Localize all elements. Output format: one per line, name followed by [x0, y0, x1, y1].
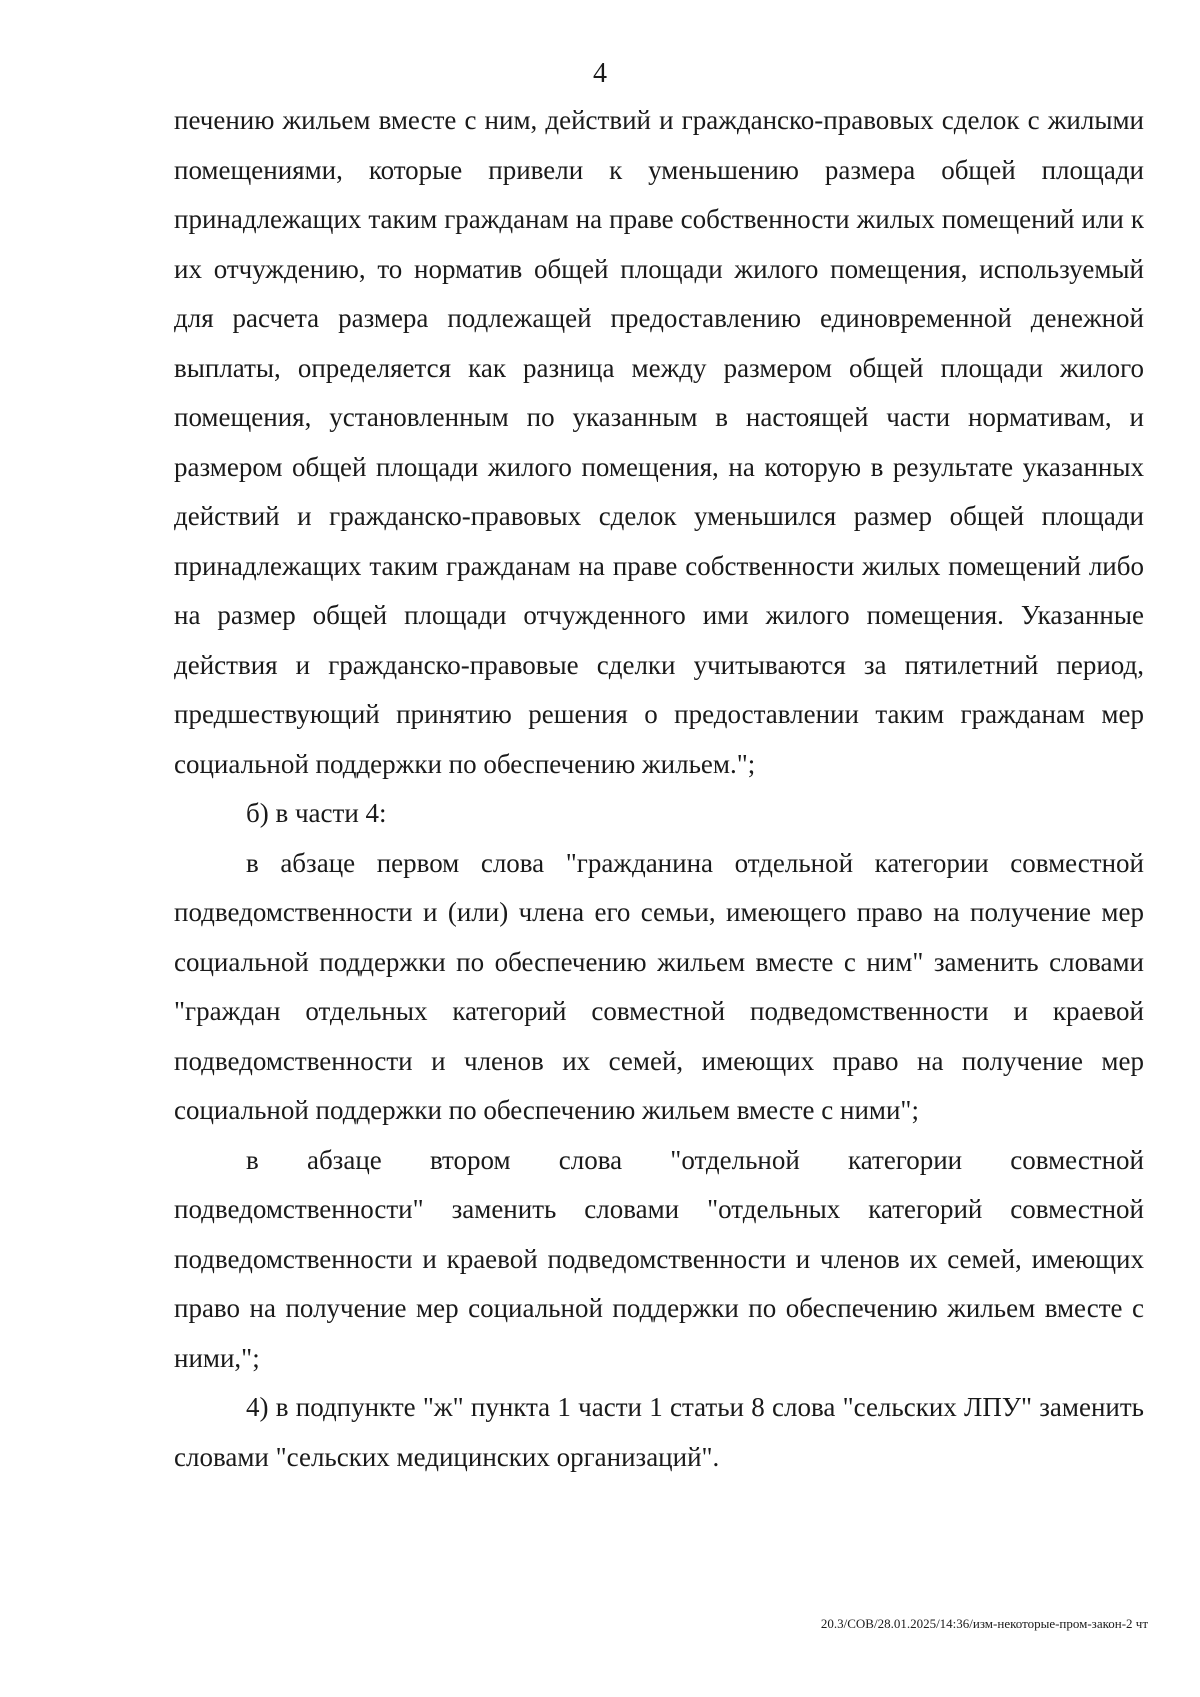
- paragraph-continuation: печению жильем вместе с ним, действий и гражданско-правовых сделок с жилыми помещениями, которые привели к уменьшению размера общей площади принадлежащих таким гражданам на праве собственности жилых помещений или к их отчуждению, то норматив общей площади жилого помещения, используемый для расчета размера подлежащей предоставлению единовременной денежной выплаты, определяется как разница между размером общей площади жилого помещения, установленным по указанным в настоящей части нормативам, и размером общей площади жилого помещения, на которую в результате указанных действий и гражданско-правовых сделок уменьшился размер общей площади принадлежащих таким гражданам на праве собственности жилых помещений либо на размер общей площади отчужденного ими жилого помещения. Указанные действия и гражданско-правовые сделки учитываются за пятилетний период, предшествующий принятию решения о предоставлении таким гражданам мер социальной поддержки по обеспечению жильем.";: [174, 105, 1144, 779]
- paragraph-second-abzac: в абзаце втором слова "отдельной категории совместной подведомственности" заменить словами "отдельных категорий совместной подведомственности и краевой подведомственности и членов их семей, имеющих право на получение мер социальной поддержки по обеспечению жильем вместе с ними,";: [174, 1144, 1144, 1373]
- document-body: [174, 96, 1144, 1482]
- paragraph-first-abzac: в абзаце первом слова "гражданина отдельной категории совместной подведомственности и (или) члена его семьи, имеющего право на получение мер социальной поддержки по обеспечению жильем вместе с ним" заменить словами "граждан отдельных категорий совместной подведомственности и краевой подведомственности и членов их семей, имеющих право на получение мер социальной поддержки по обеспечению жильем вместе с ними";: [174, 847, 1144, 1125]
- page-number: 4: [593, 58, 607, 89]
- paragraph-item-4: 4) в подпункте "ж" пункта 1 части 1 статьи 8 слова "сельских ЛПУ" заменить словами "сельских медицинских организаций".: [174, 1392, 1144, 1472]
- paragraph-subitem-b: б) в части 4:: [246, 798, 387, 828]
- footer-document-code: 20.3/СОВ/28.01.2025/14:36/изм-некоторые-пром-закон-2 чт: [820, 1616, 1148, 1631]
